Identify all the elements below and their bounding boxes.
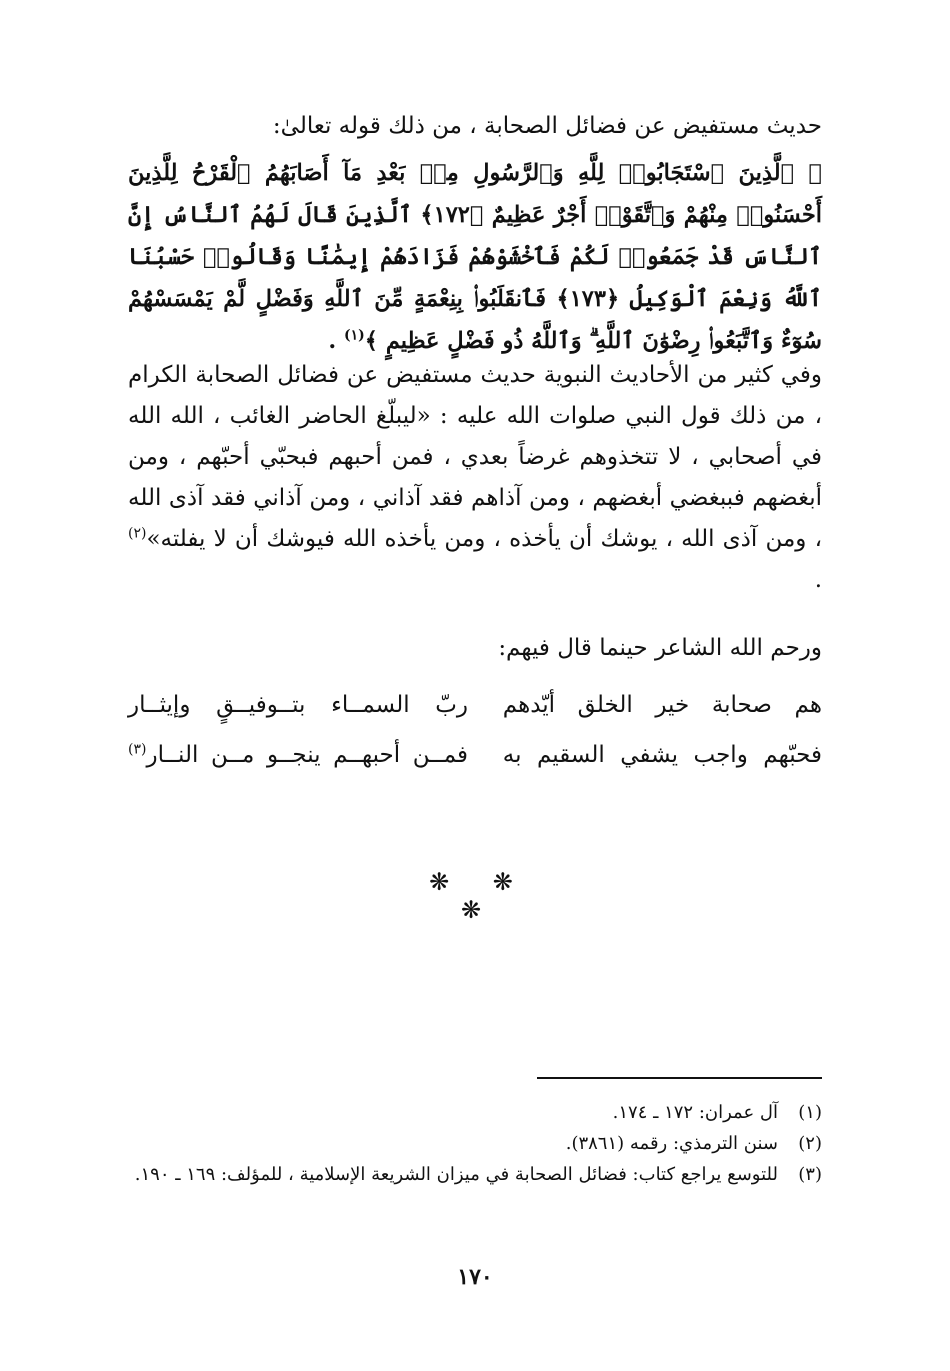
poem-line [128,680,822,730]
quran-verses [128,152,822,362]
footnote-ref-1[interactable]: (١) [344,327,365,344]
footnote [128,1097,822,1128]
page-number: ١٧٠ [457,1264,493,1290]
footnote-number: (٢) [798,1133,822,1154]
footnote-ref-3[interactable]: (٣) [128,741,147,758]
intro-paragraph [128,104,822,148]
poem [128,680,822,780]
poem-hemistich-second-text: فمــن أحبهــم ينجــو مــن النــار [146,742,469,768]
footnote-text: للتوسع يراجع كتاب: فضائل الصحابة في ميزان الشريعة الإسلامية ، للمؤلف: ١٦٩ ـ ١٩٠. [134,1164,778,1185]
footnote-separator [537,1077,822,1079]
quran-text: ٱلَّذِينَ ٱسْتَجَابُوا۟ لِلَّهِ وَٱلرَّسُولِ مِنۢ بَعْدِ مَآ أَصَابَهُمُ ٱلْقَرْحُ لِلَّذِينَ أَحْسَنُوا۟ مِنْهُمْ وَٱتَّقَوْا۟ أَجْرٌ عَظِيمٌ ﴿١٧٢﴾ ٱلَّذِينَ قَالَ لَهُمُ ٱلنَّاسُ إِنَّ ٱلنَّاسَ قَدْ جَمَعُوا۟ لَكُمْ فَٱخْشَوْهُمْ فَزَادَهُمْ إِيمَٰنًا وَقَالُوا۟ حَسْبُنَا ٱللَّهُ وَنِعْمَ ٱلْوَكِيلُ ﴿١٧٣﴾ فَٱنقَلَبُوا۟ بِنِعْمَةٍ مِّنَ ٱللَّهِ وَفَضْلٍ لَّمْ يَمْسَسْهُمْ سُوٓءٌ وَٱتَّبَعُوا۟ رِضْوَٰنَ ٱللَّهِ ۗ وَٱللَّهُ ذُو فَضْلٍ عَظِيمٍ [128,160,822,354]
footnote-text: آل عمران: ١٧٢ ـ ١٧٤. [612,1102,778,1123]
footnote-number: (١) [798,1102,822,1123]
footnote-text: سنن الترمذي: رقمه (٣٨٦١). [565,1133,778,1154]
poem-hemistich-second [128,730,468,780]
poem-hemistich-first: هم صحابة خير الخلق أيّدهم [502,692,822,718]
quran-end: . [328,328,345,354]
poem-intro-text: ورحم الله الشاعر حينما قال فيهم: [498,635,822,661]
poem-hemistich-second: ربّ السمــاء بتــوفيــقٍ وإيثــار [128,692,469,718]
hadith-paragraph [128,355,822,601]
quran-open-bracket: ﴿ [808,160,822,186]
footnotes [128,1097,822,1190]
poem-intro [128,626,822,670]
hadith-end: . [814,567,822,593]
poem-line [128,730,822,780]
hadith-text: وفي كثير من الأحاديث النبوية حديث مستفيض عن فضائل الصحابة الكرام ، من ذلك قول النبي صلوات الله عليه : «ليبلّغ الحاضر الغائب ، الله الله في أصحابي ، لا تتخذوهم غرضاً بعدي ، فمن أحبهم فبحبّي أحبّهم ، ومن أبغضهم فببغضي أبغضهم ، ومن آذاهم فقد آذاني ، ومن آذاني فقد آذى الله ، ومن آذى الله ، يوشك أن يأخذه ، ومن يأخذه الله فيوشك أن لا يفلته» [128,362,822,552]
footnote-number: (٣) [798,1164,822,1185]
intro-text: حديث مستفيض عن فضائل الصحابة ، من ذلك قوله تعالىٰ: [272,113,822,139]
footnote [128,1159,822,1190]
footnote [128,1128,822,1159]
footnote-ref-2[interactable]: (٢) [128,525,147,542]
section-divider: ❋ ❋ ❋ [429,868,531,924]
poem-hemistich-first: فحبّهم واجب يشفي السقيم به [502,742,822,768]
quran-close-bracket: ﴾ [364,328,378,354]
